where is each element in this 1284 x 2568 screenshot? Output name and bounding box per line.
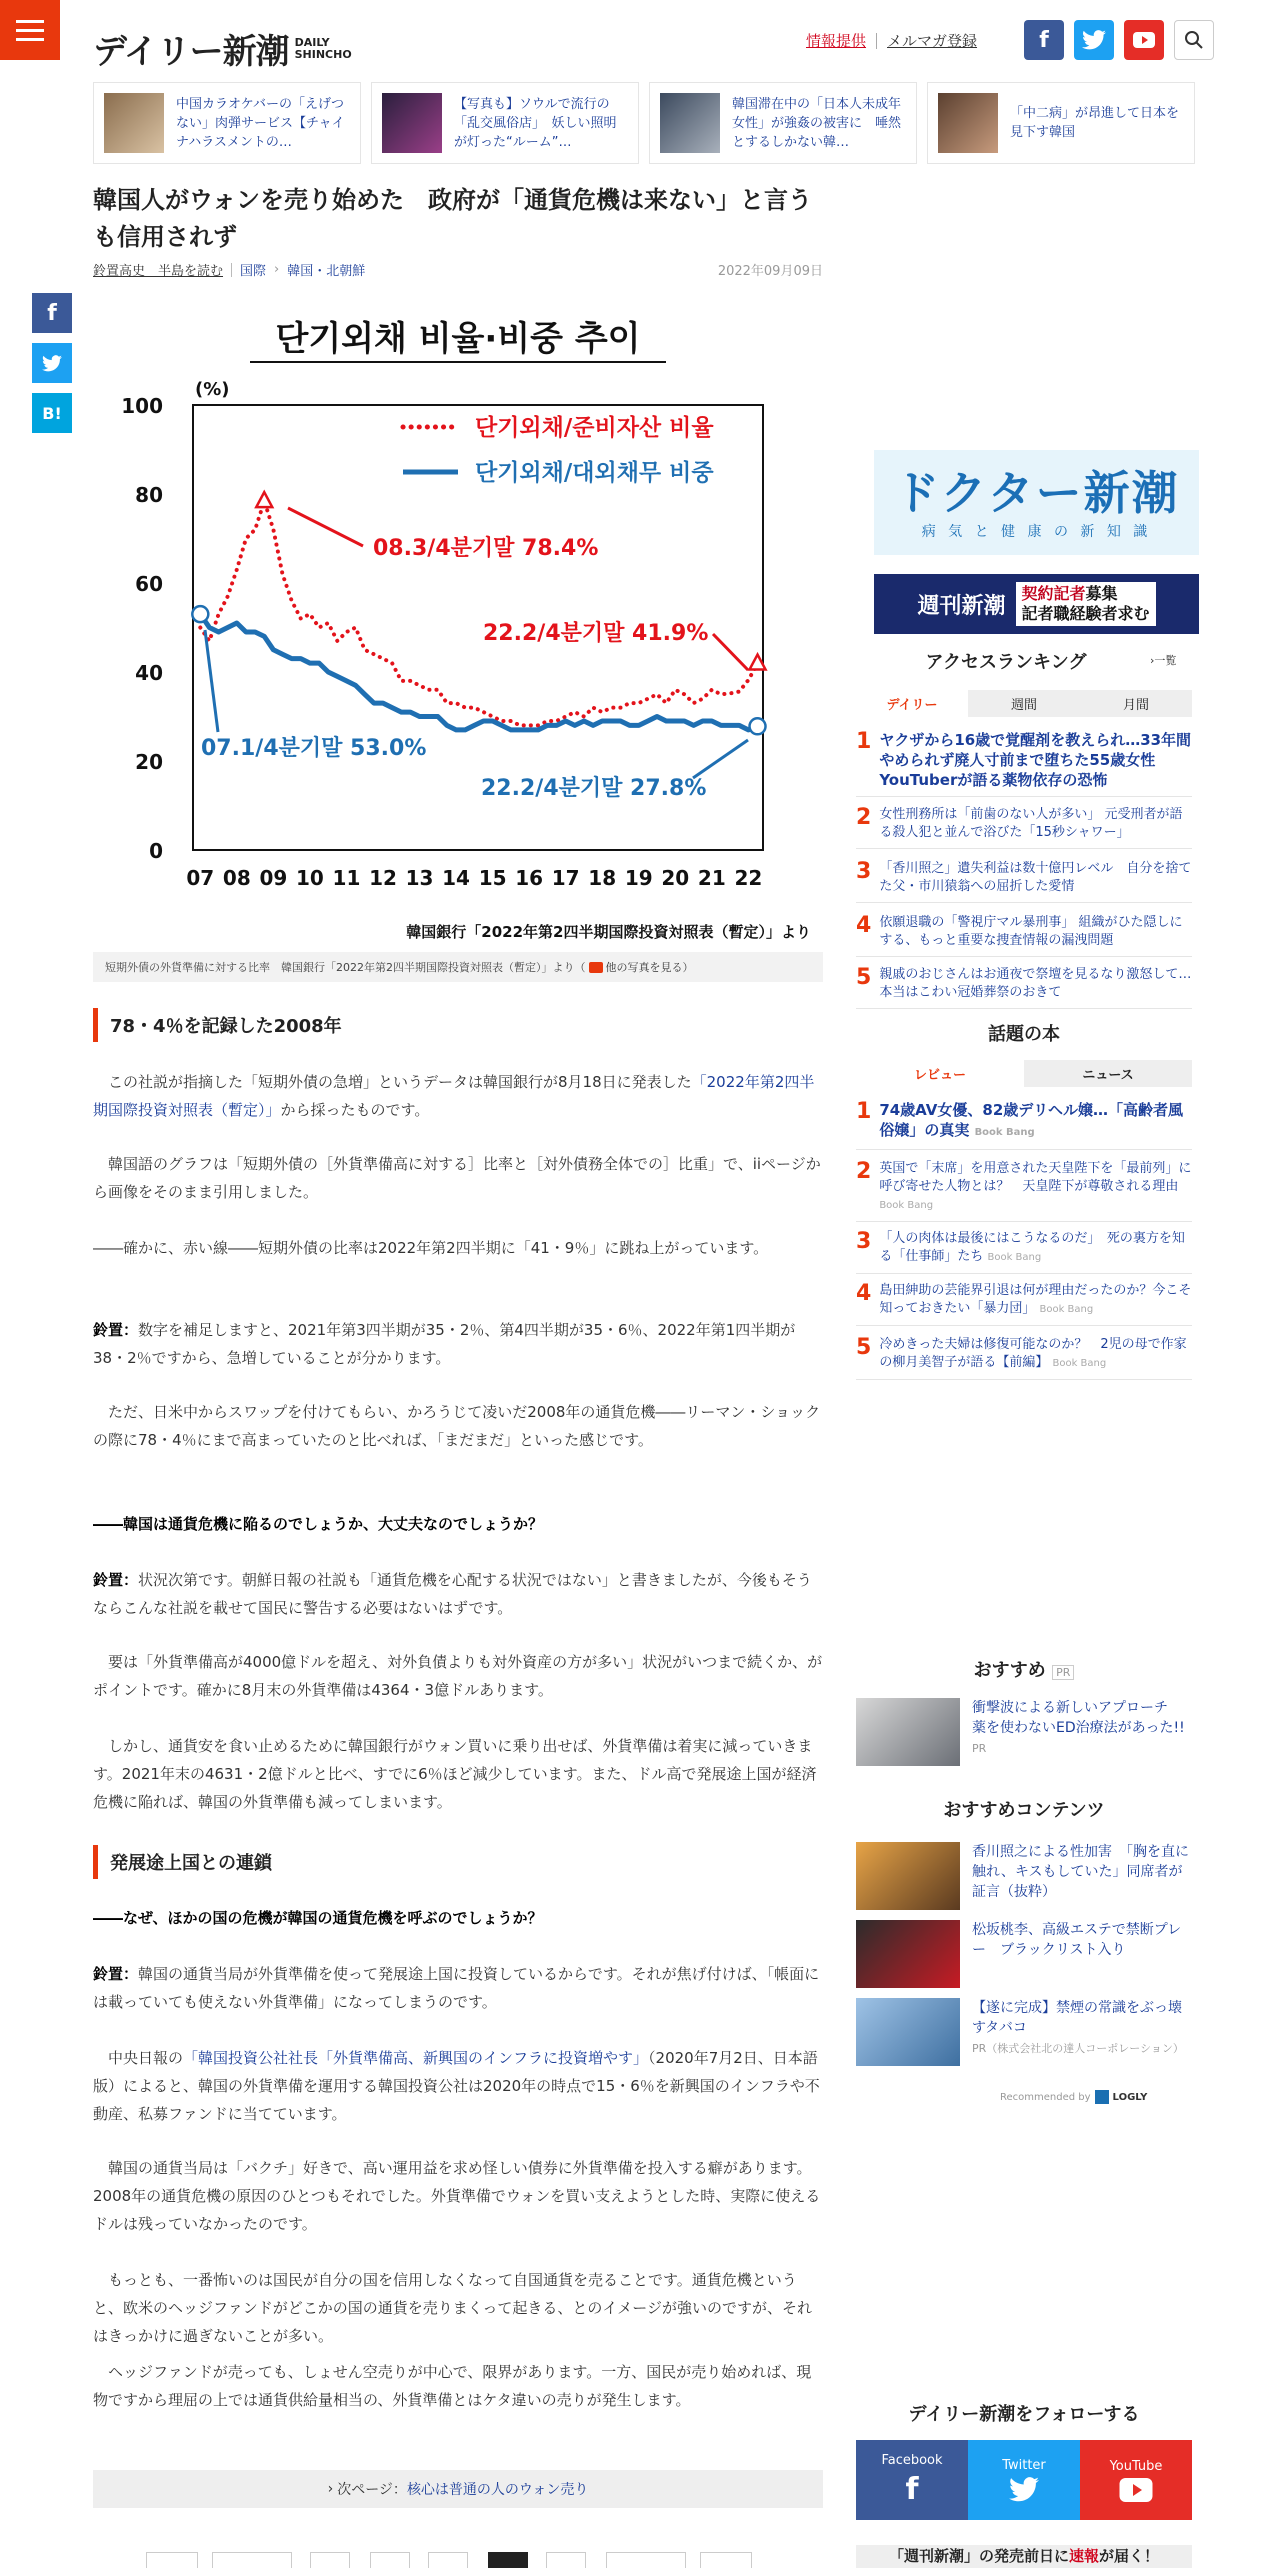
x-tick-label: 07 — [186, 866, 215, 890]
books-title: 話題の本 — [988, 1024, 1060, 1045]
share-facebook-icon[interactable]: f — [32, 293, 72, 333]
paragraph: 中央日報の「韓国投資公社社長「外貨準備高、新興国のインフラに投資増やす」（2020年7月2日、日本語版）によると、韓国の外貨準備を運用する韓国投資公社は2020年の時点で15・6％を新興国のインフラや不動産、私募ファンドに当てています。 — [93, 2049, 820, 2123]
paragraph: しかし、通貨安を食い止めるために韓国銀行がウォン買いに乗り出せば、外貨準備は着実に減っていきます。2021年末の4631・2億ドルと比べ、すでに6％ほど減少しています。また、ドル高で発展途上国が経済危機に陥れば、韓国の外貨準備も減ってしまいます。 — [93, 1737, 817, 1811]
logo-en: DAILY SHINCHO — [294, 35, 352, 61]
follow-buttons — [856, 2440, 1192, 2520]
x-tick-label: 16 — [515, 866, 544, 890]
pager-item[interactable] — [606, 2552, 686, 2568]
card-thumbnail — [660, 93, 720, 153]
x-tick-label: 22 — [734, 866, 763, 890]
top-card[interactable] — [93, 82, 361, 164]
y-tick-label: 20 — [135, 750, 163, 774]
paragraph: ――確かに、赤い線――短期外債の比率は2022年第2四半期に「41・9％」に跳ね上がっています。 — [93, 1239, 769, 1257]
card-thumbnail — [938, 93, 998, 153]
source-link[interactable]: 「2022年第2四半期国際投資対照表（暫定）」 — [93, 1073, 815, 1119]
newsletter-link[interactable]: メルマガ登録 — [887, 32, 978, 50]
x-tick-label: 19 — [624, 866, 653, 890]
pager-current[interactable] — [488, 2552, 528, 2568]
x-tick-label: 21 — [697, 866, 726, 890]
annotation-label: 22.2/4분기말 41.9% — [483, 621, 709, 646]
pager-item[interactable] — [428, 2552, 468, 2568]
section-heading: 78・4％を記録した2008年 — [93, 1008, 823, 1042]
annotation-label: 07.1/4분기말 53.0% — [201, 736, 427, 761]
x-tick-label: 13 — [405, 866, 434, 890]
card-title: 中国カラオケバーの「えげつない」肉弾サービス【チャイナハラスメントの… — [176, 96, 345, 150]
info-link[interactable]: 情報提供 — [806, 32, 867, 50]
subcategory-link[interactable]: 韓国・北朝鮮 — [287, 264, 366, 279]
content-thumbnail — [856, 1920, 960, 1988]
x-tick-label: 12 — [369, 866, 397, 890]
ranking-tabs — [856, 690, 1192, 717]
y-tick-label: 0 — [149, 839, 163, 863]
site-logo[interactable] — [93, 24, 352, 73]
x-tick-label: 11 — [332, 866, 361, 890]
figure-caption: 短期外債の外貨準備に対する比率 韓国銀行「2022年第2四半期国際投資対照表（暫定）」より（ 他の写真を見る ） — [93, 952, 823, 982]
x-tick-label: 08 — [222, 866, 251, 890]
top-card[interactable] — [371, 82, 639, 164]
recommend-thumbnail — [856, 1698, 960, 1766]
annotation-label: 08.3/4분기말 78.4% — [373, 536, 599, 561]
access-ranking-title: アクセスランキング — [925, 652, 1087, 673]
content-item[interactable]: 【遂に完成】禁煙の常識をぶっ壊すタバコ PR（株式会社北の達人コーポレーション） — [856, 1998, 1192, 2066]
chevron-right-icon: › — [274, 262, 280, 277]
osusume-title: おすすめ PR — [856, 1656, 1192, 1682]
category-link[interactable]: 国際 — [240, 264, 267, 279]
annotation-arrow — [713, 634, 748, 670]
ranking-item[interactable]: 4 依願退職の「警視庁マル暴刑事」 組織がひた隠しにする、もっと重要な捜査情報の漏洩問題 — [856, 914, 1192, 957]
ranking-item[interactable]: 2 女性刑務所は「前歯のない人が多い」 元受刑者が語る殺人犯と並んで浴びた「15秒シャワー」 — [856, 806, 1192, 849]
menu-button[interactable] — [0, 0, 60, 60]
follow-title: デイリー新潮をフォローする — [908, 2404, 1140, 2425]
follow-youtube-button[interactable]: YouTube — [1080, 2440, 1192, 2520]
series-line-ratio — [200, 501, 757, 725]
book-item[interactable]: 5 冷めきった夫婦は修復可能なのか？ 2児の母で作家の柳月美智子が語る【前編】 Book Bang — [856, 1336, 1192, 1380]
content-item[interactable]: 香川照之による性加害 「胸を直に触れ、キスもしていた」同席者が証言（抜粋） — [856, 1842, 1192, 1910]
series-marker-peak — [256, 492, 272, 507]
chart-title: 단기외채 비율·비중 추이 — [275, 319, 641, 359]
facebook-icon[interactable]: f — [1024, 20, 1064, 60]
chart-source: 韓国銀行「2022年第2四半期国際投資対照表（暫定）」より — [406, 923, 811, 941]
annotation-label: 22.2/4분기말 27.8% — [481, 776, 707, 801]
y-axis-unit: (%) — [195, 379, 230, 400]
recruit-banner[interactable]: 週刊新潮 契約記者募集 記者職経験者求む — [874, 574, 1199, 634]
x-tick-label: 17 — [551, 866, 580, 890]
chart-figure[interactable] — [93, 300, 823, 952]
annotation-arrow — [693, 740, 748, 778]
author-link[interactable]: 鈴置高史 半島を読む — [93, 264, 224, 279]
ranking-item[interactable]: 3 「香川照之」遺失利益は数十億円レベル 自分を捨てた父・市川猿翁への屈折した愛情 — [856, 860, 1192, 903]
card-title: 韓国滞在中の「日本人未成年女性」が強姦の被害に 唾然とするしかない韓… — [732, 96, 902, 150]
article-title: 韓国人がウォンを売り始めた 政府が「通貨危機は来ない」と言うも信用されず — [93, 186, 813, 251]
menu-icon — [16, 20, 44, 23]
more-photos-link[interactable]: 他の写真を見る — [605, 961, 683, 974]
x-tick-label: 20 — [661, 866, 690, 890]
paragraph: もっとも、一番怖いのは国民が自分の国を信用しなくなって自国通貨を売ることです。通貨危機というと、欧米のヘッジファンドがどこかの国の通貨を売りまくって起きる、とのイメージが強いのですが、それはきっかけに過ぎないことが多い。 — [93, 2271, 812, 2345]
next-page-link[interactable]: › 次ページ： 核心は普通の人のウォン売り — [93, 2470, 823, 2508]
youtube-icon[interactable] — [1124, 20, 1164, 60]
logo-text: デイリー新潮 — [93, 32, 289, 72]
paragraph: 鈴置：韓国の通貨当局が外貨準備を使って発展途上国に投資しているからです。それが焦げ付けば、「帳面には載っていても使えない外貨準備」になってしまうのです。 — [93, 1965, 820, 2011]
chevron-right-icon: › — [1150, 654, 1155, 667]
follow-facebook-button[interactable]: Facebook f — [856, 2440, 968, 2520]
x-tick-label: 10 — [296, 866, 324, 890]
tab-daily[interactable]: デイリー — [856, 690, 968, 717]
card-title: 「中二病」が昂進して日本を見下す韓国 — [1010, 106, 1180, 140]
card-thumbnail — [104, 93, 164, 153]
logly-icon — [1095, 2090, 1109, 2104]
y-tick-label: 100 — [121, 394, 163, 418]
pager-prev[interactable] — [146, 2552, 198, 2568]
x-tick-label: 14 — [442, 866, 470, 890]
book-item[interactable]: 3 「人の肉体は最後にはこうなるのだ」 死の裏方を知る「仕事師」たち Book Bang — [856, 1230, 1192, 1274]
paragraph: 要は「外貨準備高が4000億ドルを超え、対外負債よりも対外資産の方が多い」状況がいつまで続くか、がポイントです。確かに8月末の外貨準備は4364・3億ドルあります。 — [93, 1653, 823, 1699]
annotation-arrow — [205, 630, 218, 732]
doctor-shincho-banner[interactable]: ドクター新潮 病 気 と 健 康 の 新 知 識 — [874, 450, 1199, 555]
ranking-item[interactable]: 5 親戚のおじさんはお通夜で祭壇を見るなり激怒して…本当はこわい冠婚葬祭のおきて — [856, 966, 1192, 1009]
content-thumbnail — [856, 1842, 960, 1910]
camera-icon — [589, 962, 603, 973]
question: ――韓国は通貨危機に陥るのでしょうか、大丈夫なのでしょうか？ — [93, 1515, 544, 1533]
pager-next[interactable] — [700, 2552, 752, 2568]
facebook-icon: f — [905, 2472, 919, 2507]
hatena-icon[interactable]: B! — [32, 393, 72, 433]
legend-label-share: 단기외채/대외채무 비중 — [475, 460, 714, 486]
legend-label-ratio: 단기외채/준비자산 비율 — [475, 415, 714, 441]
paragraph: ヘッジファンドが売っても、しょせん空売りが中心で、限界があります。一方、国民が売り始めれば、現物ですから理屈の上では通貨供給量相当の、外貨準備とはケタ違いの売りが発生します。 — [93, 2363, 812, 2409]
annotation-arrow — [288, 508, 363, 546]
y-tick-label: 80 — [135, 483, 163, 507]
paragraph: この社説が指摘した「短期外債の急増」というデータは韓国銀行が8月18日に発表した「2022年第2四半期国際投資対照表（暫定）」から採ったものです。 — [93, 1073, 815, 1119]
article-meta — [93, 260, 823, 279]
pager-item[interactable] — [212, 2552, 292, 2568]
share-twitter-icon[interactable] — [32, 343, 72, 383]
tab-news[interactable]: ニュース — [1024, 1060, 1192, 1087]
logly-credit[interactable]: Recommended by LOGLY — [1000, 2091, 1148, 2103]
x-tick-label: 18 — [588, 866, 617, 890]
series-marker-end — [750, 718, 766, 734]
series-marker-start — [192, 606, 208, 622]
content-item[interactable]: 松坂桃李、高級エステで禁断プレー ブラックリスト入り — [856, 1920, 1192, 1988]
pager-item[interactable] — [546, 2552, 586, 2568]
card-thumbnail — [382, 93, 442, 153]
x-tick-label: 09 — [259, 866, 288, 890]
paragraph: 韓国の通貨当局は「バクチ」好きで、高い運用益を求め怪しい債券に外貨準備を投入する癖があります。2008年の通貨危機の原因のひとつもそれでした。外貨準備でウォンを買い支えようとした時、実際に使えるドルは残っていなかったのです。 — [93, 2159, 821, 2233]
book-item[interactable]: 2 英国で「末席」を用意された天皇陛下を「最前列」に呼び寄せた人物とは？ 天皇陛下が尊敬される理由 Book Bang — [856, 1160, 1192, 1222]
y-tick-label: 60 — [135, 572, 163, 596]
chart-svg — [93, 300, 823, 952]
sokuho-banner[interactable]: 「週刊新潮」の発売前日に速報が届く！ — [856, 2545, 1192, 2568]
paragraph: 鈴置：数字を補足しますと、2021年第3四半期が35・2％、第4四半期が35・6％、2022年第1四半期が38・2％ですから、急増していることが分かります。 — [93, 1321, 796, 1367]
card-title: 【写真も】ソウルで流行の「乱交風俗店」 妖しい照明が灯った“ルーム”… — [454, 96, 617, 150]
follow-twitter-button[interactable]: Twitter — [968, 2440, 1080, 2520]
chevron-right-icon: › — [327, 2481, 334, 2497]
ranking-item[interactable]: 1 ヤクザから16歳で覚醒剤を教えられ…33年間やめられず廃人寸前まで堕ちた55歳女性YouTuberが語る薬物依存の恐怖 — [856, 730, 1192, 797]
pager-item[interactable] — [310, 2552, 350, 2568]
question: ――なぜ、ほかの国の危機が韓国の通貨危機を呼ぶのでしょうか？ — [93, 1909, 543, 1927]
section-heading: 発展途上国との連鎖 — [93, 1845, 823, 1879]
paragraph: 鈴置：状況次第です。朝鮮日報の社説も「通貨危機を心配する状況ではない」と書きましたが、今後もそうならこんな社説を載せて国民に警告する必要はないはずです。 — [93, 1571, 812, 1617]
book-item[interactable]: 4 島田紳助の芸能界引退は何が理由だったのか？今こそ知っておきたい「暴力団」 Book Bang — [856, 1282, 1192, 1326]
twitter-icon[interactable] — [1074, 20, 1114, 60]
content-thumbnail — [856, 1998, 960, 2066]
twitter-icon — [1009, 2477, 1039, 2502]
top-card[interactable] — [649, 82, 917, 164]
x-tick-label: 15 — [478, 866, 507, 890]
y-tick-label: 40 — [135, 661, 163, 685]
paragraph: ただ、日米中からスワップを付けてもらい、かろうじて凌いだ2008年の通貨危機――リーマン・ショックの際に78・4％にまで高まっていたのと比べれば、「まだまだ」といった感じです。 — [93, 1403, 821, 1449]
book-tabs — [856, 1060, 1192, 1087]
recommend-item[interactable]: 衝撃波による新しいアプローチ 薬を使わないED治療法があった!! PR — [856, 1698, 1192, 1766]
joongang-link[interactable]: 「韓国投資公社社長「外貨準備高、新興国のインフラに投資増やす」 — [183, 2049, 649, 2067]
tab-monthly[interactable]: 月間 — [1080, 690, 1192, 717]
publish-date: 2022年09月09日 — [717, 264, 823, 279]
ranking-more-link[interactable]: ›一覧 — [1150, 654, 1177, 667]
book-item[interactable]: 1 74歳AV女優、82歳デリヘル嬢…「高齢者風俗嬢」の真実 Book Bang — [856, 1100, 1192, 1150]
tab-weekly[interactable]: 週間 — [968, 690, 1080, 717]
search-icon[interactable] — [1174, 20, 1214, 60]
top-card[interactable] — [927, 82, 1195, 164]
youtube-icon — [1119, 2478, 1153, 2502]
tab-review[interactable]: レビュー — [856, 1060, 1024, 1087]
paragraph: 韓国語のグラフは「短期外債の［外貨準備高に対する］比率と［対外債務全体での］比重」で、iiページから画像をそのまま引用しました。 — [93, 1155, 821, 1201]
header-links — [806, 30, 977, 51]
content-title: おすすめコンテンツ — [943, 1800, 1105, 1821]
pager-item[interactable] — [370, 2552, 410, 2568]
